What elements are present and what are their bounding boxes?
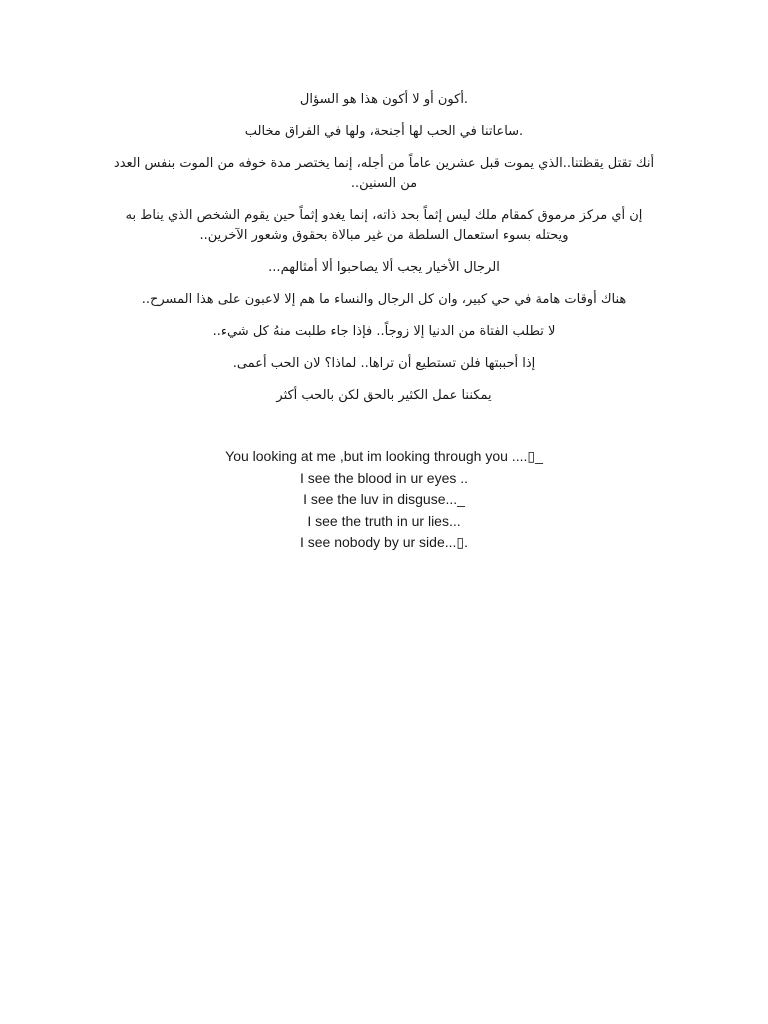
arabic-quote-7: لا تطلب الفتاة من الدنيا إلا زوجاً.. فإذا جاء طلبت منهُ كل شيء.. <box>212 324 556 339</box>
english-line-1: You looking at me ,but im looking through you ....▯_ <box>225 448 543 464</box>
arabic-quote-8: إذا أحببتها فلن تستطيع أن تراها.. لماذا؟ لان الحب أعمى. <box>232 356 536 371</box>
arabic-quotes-block <box>110 90 658 418</box>
english-line-3: I see the luv in disguse..._ <box>303 491 465 507</box>
arabic-quote-6: هناك أوقات هامة في حي كبير، وان كل الرجال والنساء ما هم إلا لاعبون على هذا المسرح.. <box>141 292 627 307</box>
arabic-quote-9: يمكننا عمل الكثير بالحق لكن بالحب أكثر <box>276 388 492 403</box>
arabic-quote-5: الرجال الأخيار يجب ألا يصاحبوا ألا أمثالهم... <box>268 260 500 275</box>
arabic-quote-3: أنك تقتل يقظتنا..الذي يموت قبل عشرين عاماً من أجله، إنما يختصر مدة خوفه من الموت بنفس العدد من السنين.. <box>113 156 655 191</box>
english-line-2: I see the blood in ur eyes .. <box>299 469 469 486</box>
arabic-quote-2: .ساعاتنا في الحب لها أجنحة، ولها في الفراق مخالب <box>244 124 524 139</box>
arabic-quote-4: إن أي مركز مرموق كمقام ملك ليس إثماً بحد ذاته، إنما يغدو إثماً حين يقوم الشخص الذي يناط به ويحتله بسوء استعمال السلطة من غير مبالاة بحقوق وشعور الآخرين.. <box>125 208 643 243</box>
english-poem-block <box>100 446 668 554</box>
english-line-4: I see the truth in ur lies... <box>307 512 461 529</box>
arabic-quote-1: .أكون أو لا أكون هذا هو السؤال <box>299 92 469 107</box>
english-line-5: I see nobody by ur side...▯. <box>299 534 469 550</box>
